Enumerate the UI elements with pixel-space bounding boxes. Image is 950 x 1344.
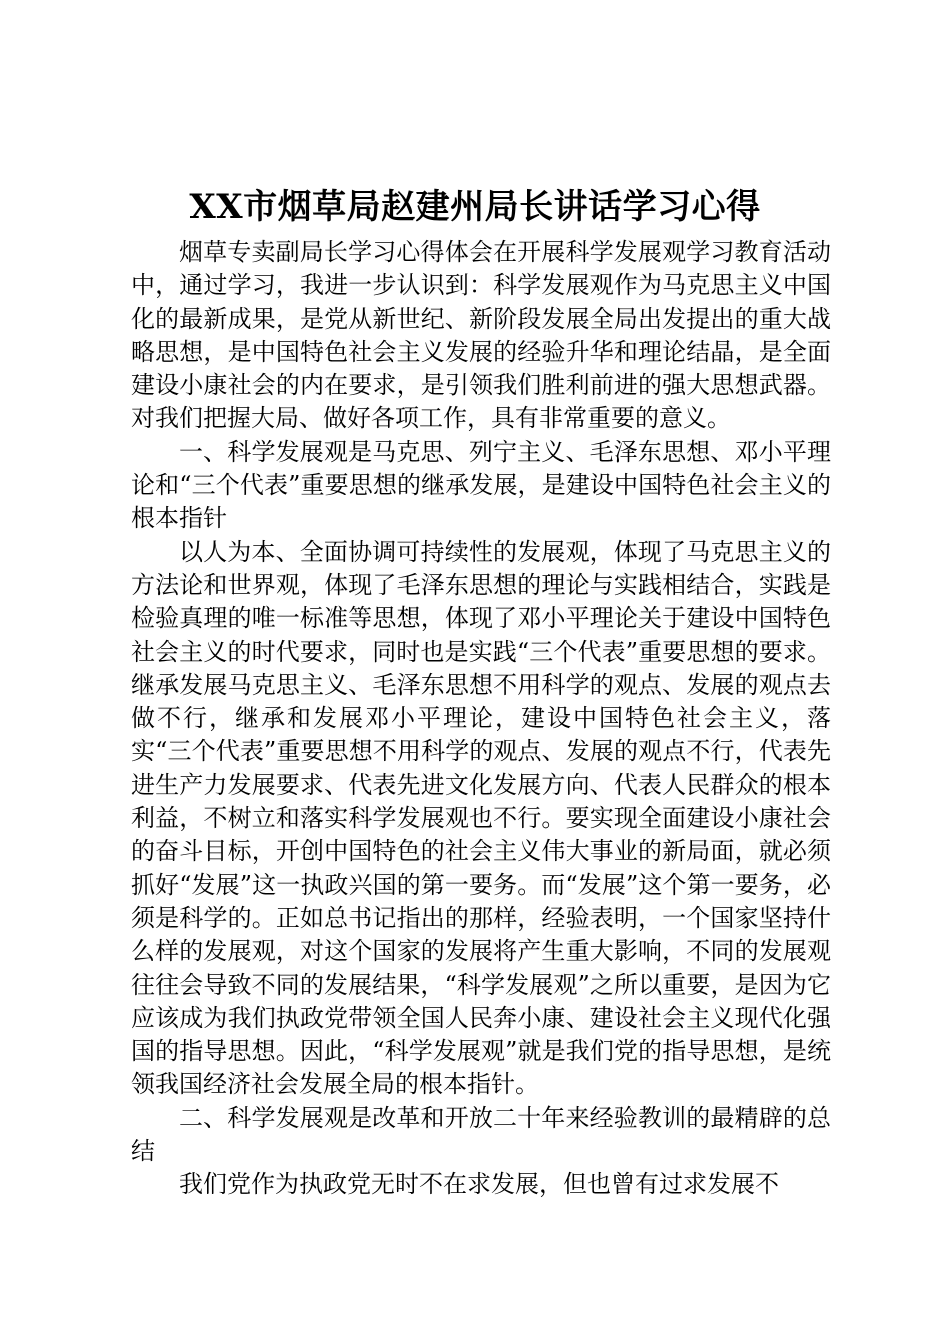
section-one-heading: 一、科学发展观是马克思、列宁主义、毛泽东思想、邓小平理论和“三个代表”重要思想的继承发展，是建设中国特色社会主义的根本指针 [131, 437, 831, 533]
section-one-paragraph: 以人为本、全面协调可持续性的发展观，体现了马克思主义的方法论和世界观，体现了毛泽东思想的理论与实践相结合，实践是检验真理的唯一标准等思想，体现了邓小平理论关于建设中国特色社会主义的时代要求，同时也是实践“三个代表”重要思想的要求。继承发展马克思主义、毛泽东思想不用科学的观点、发展的观点去做不行，继承和发展邓小平理论，建设中国特色社会主义，落实“三个代表”重要思想不用科学的观点、发展的观点不行，代表先进生产力发展要求、代表先进文化发展方向、代表人民群众的根本利益，不树立和落实科学发展观也不行。要实现全面建设小康社会的奋斗目标，开创中国特色的社会主义伟大事业的新局面，就必须抓好“发展”这一执政兴国的第一要务。而“发展”这个第一要务，必须是科学的。正如总书记指出的那样，经验表明，一个国家坚持什么样的发展观，对这个国家的发展将产生重大影响，不同的发展观往往会导致不同的发展结果，“科学发展观”之所以重要，是因为它应该成为我们执政党带领全国人民奔小康、建设社会主义现代化强国的指导思想。因此，“科学发展观”就是我们党的指导思想，是统领我国经济社会发展全局的根本指针。 [131, 537, 831, 1099]
section-two-paragraph: 我们党作为执政党无时不在求发展，但也曾有过求发展不 [179, 1170, 779, 1199]
document-body [131, 236, 831, 1202]
document-title: XX市烟草局赵建州局长讲话学习心得 [189, 187, 761, 227]
intro-paragraph: 烟草专卖副局长学习心得体会在开展科学发展观学习教育活动中，通过学习，我进一步认识到：科学发展观作为马克思主义中国化的最新成果，是党从新世纪、新阶段发展全局出发提出的重大战略思想，是中国特色社会主义发展的经验升华和理论结晶，是全面建设小康社会的内在要求，是引领我们胜利前进的强大思想武器。对我们把握大局、做好各项工作，具有非常重要的意义。 [131, 238, 831, 433]
section-two-heading: 二、科学发展观是改革和开放二十年来经验教训的最精辟的总结 [131, 1103, 831, 1166]
